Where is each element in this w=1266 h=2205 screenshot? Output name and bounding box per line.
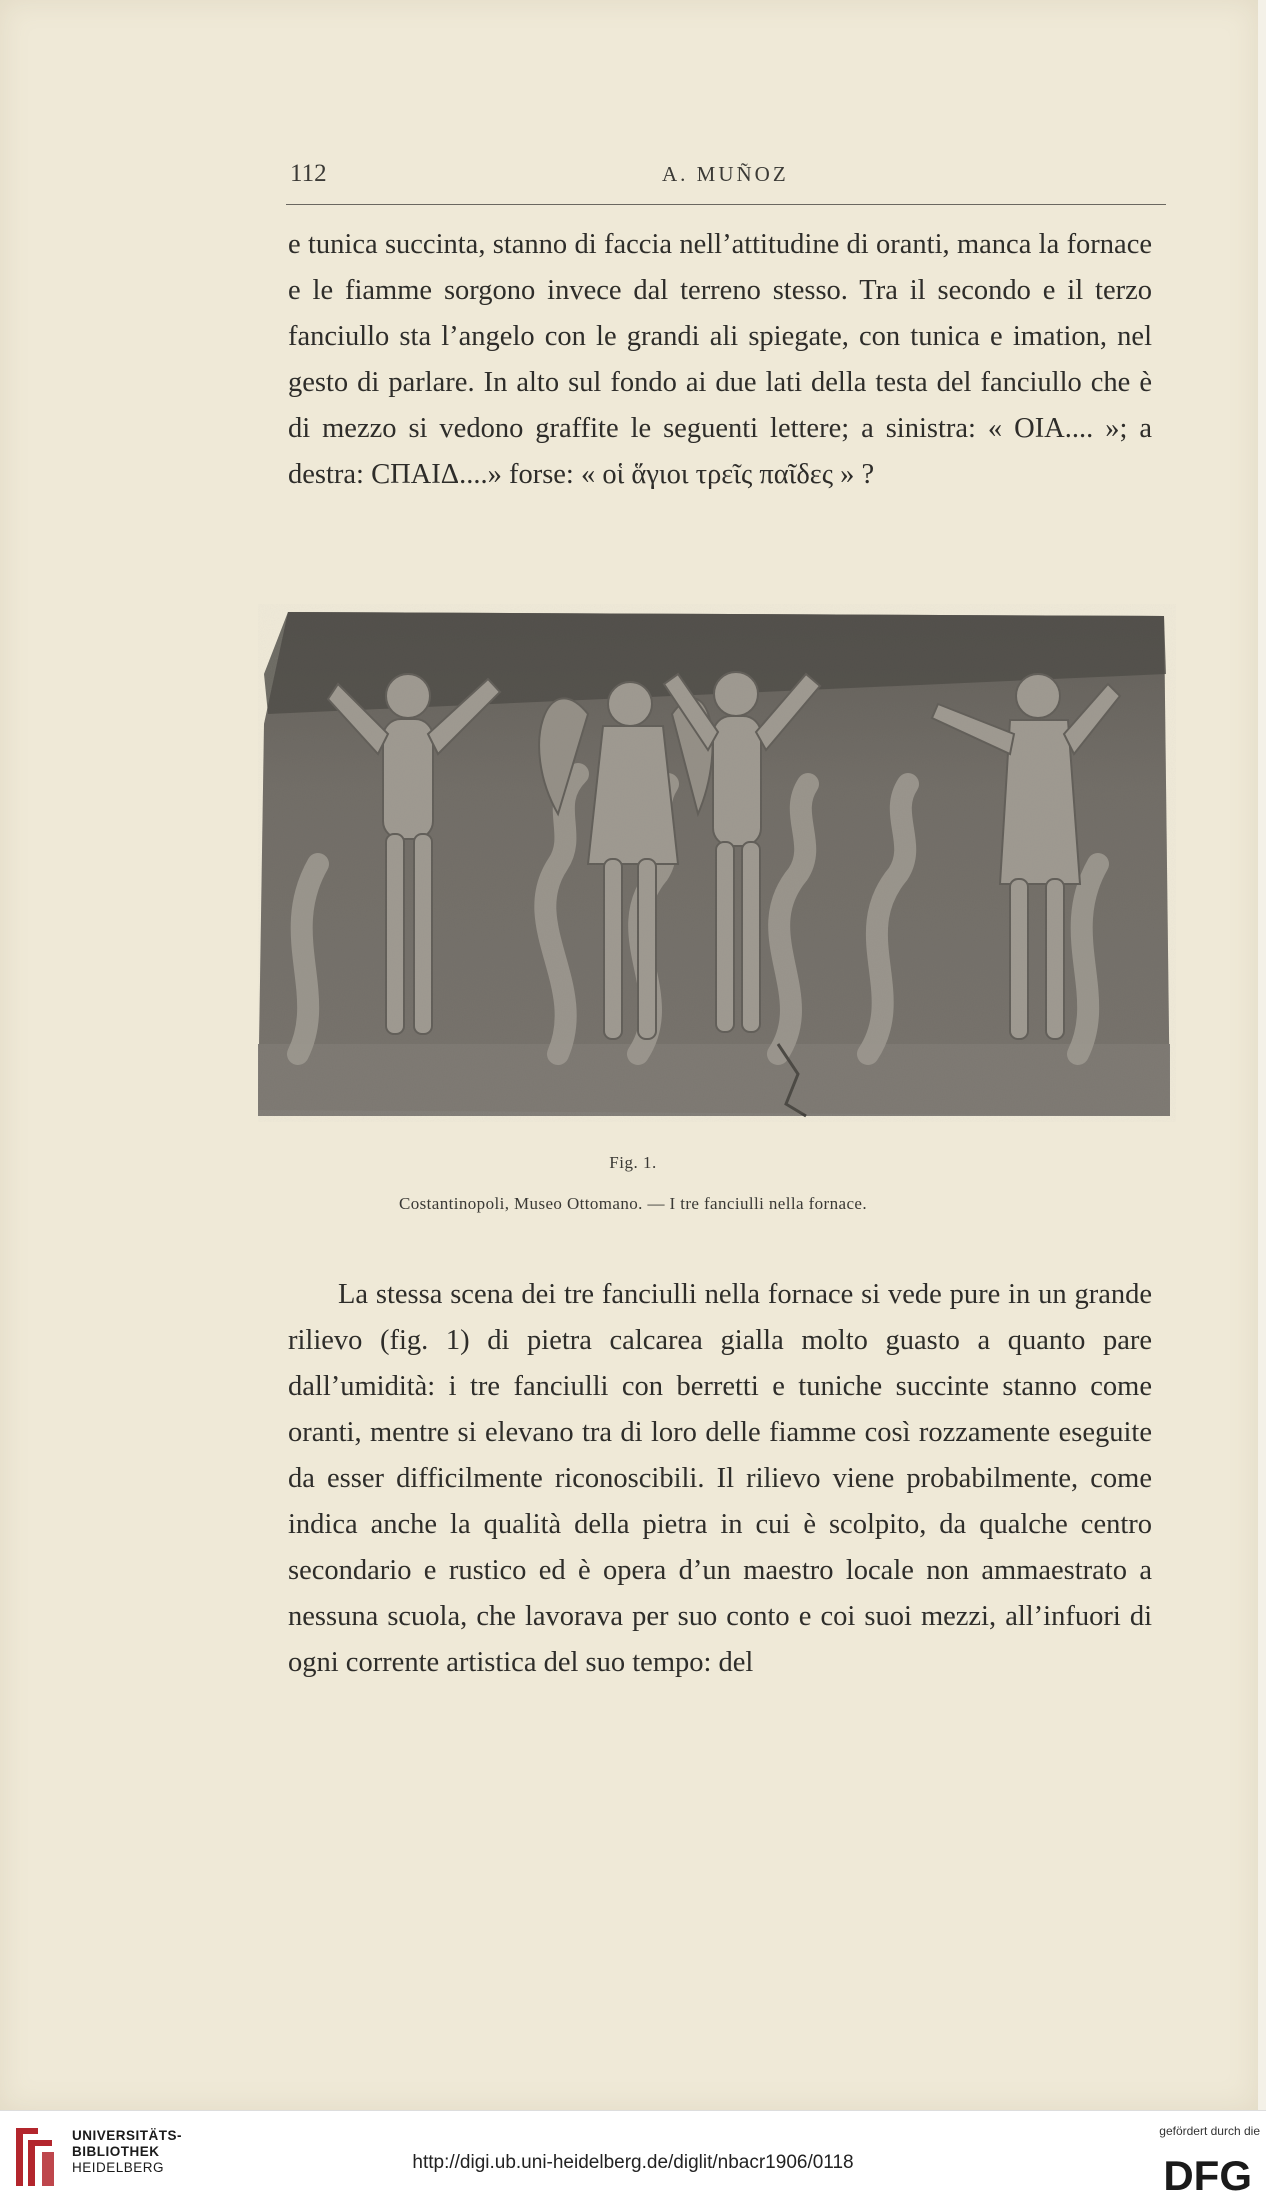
figure-label: Fig. 1. <box>609 1153 657 1172</box>
library-name-line-1: UNIVERSITÄTS- <box>72 2128 183 2143</box>
body-paragraph-1: e tunica succinta, stanno di faccia nell’attitudine di oranti, manca la fornace e le fiamme sorgono invece dal terreno stesso. Tra il secondo e il terzo fanciullo sta l’angelo con le grandi ali spiegate, con tunica e imation, nel gesto di parlare. In alto sul fondo ai due lati della testa del fanciullo che è di mezzo si vedono graffite le seguenti lettere; a sinistra: « ΟΙΑ.... »; a destra: ϹΠΑΙΔ....» forse: « οἱ ἅγιοι τρεῖς παῖδες » ? <box>288 229 1152 490</box>
body-paragraph-2: La stessa scena dei tre fanciulli nella fornace si vede pure in un grande rilievo (fig. 1) di pietra calcarea gialla molto guasto a quanto pare dall’umidità: i tre fanciulli con berretti e tuniche succinte stanno come oranti, mentre si elevano tra di loro delle fiamme così rozzamente eseguite da esser difficilmente riconoscibili. Il rilievo viene probabilmente, come indica anche la qualità della pietra in cui è scolpito, da qualche centro secondario e rustico ed è opera d’un maestro locale non ammaestrato a nessuna scuola, che lavorava per suo conto e coi suoi mezzi, all’infuori di ogni corrente artistica del suo tempo: del <box>288 1279 1152 1678</box>
permalink-url[interactable]: http://digi.ub.uni-heidelberg.de/diglit/nbacr1906/0118 <box>412 2152 854 2173</box>
library-name-line-2: BIBLIOTHEK <box>72 2144 160 2159</box>
library-name-line-3: HEIDELBERG <box>72 2160 165 2175</box>
figure-caption: Costantinopoli, Museo Ottomano. — I tre fanciulli nella fornace. <box>399 1194 867 1213</box>
page-number: 112 <box>290 160 327 187</box>
relief-photograph <box>258 604 1176 1122</box>
dfg-logo-text: DFG <box>1163 2152 1252 2194</box>
page-edge <box>1258 0 1266 2110</box>
dfg-logo-icon <box>1148 2152 1254 2194</box>
header-rule <box>286 204 1166 205</box>
sponsor-text: gefördert durch die <box>1159 2124 1260 2138</box>
running-head: A. MUÑOZ <box>662 162 789 186</box>
page-header <box>286 160 1166 190</box>
